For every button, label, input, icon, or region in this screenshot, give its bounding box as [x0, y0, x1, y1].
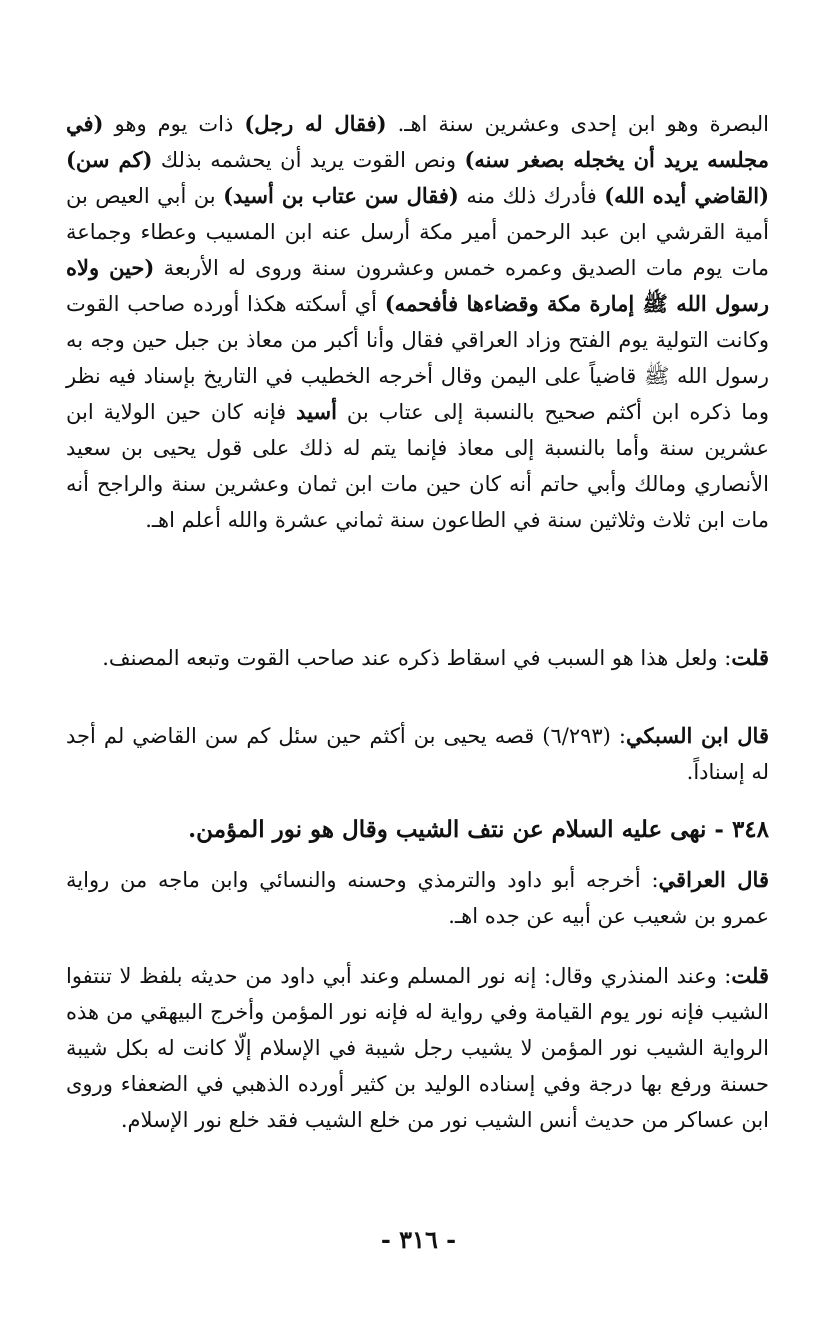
text-run: البصرة وهو ابن إحدى وعشرين سنة اهـ.: [386, 112, 769, 136]
quoted-text: (فقال له رجل): [244, 111, 387, 136]
note-label: قلت: [731, 645, 769, 670]
quoted-text: (حين ولاه رسول الله ﷺ إمارة مكة وقضاءها فأفحمه): [66, 255, 769, 316]
hadith-heading: [66, 812, 769, 848]
note-label: قال العراقي: [658, 867, 769, 892]
text-run: أي أسكته هكذا أورده صاحب القوت وكانت التولية يوم الفتح وزاد العراقي فقال وأنا أكبر من معاذ بن جبل حين وجه به رسول الله ﷺ قاضياً على اليمن وقال أخرجه الخطيب في التاريخ بإسناد فيه نظر وما ذكره ابن أكثم صحيح بالنسبة إلى عتاب بن: [66, 292, 769, 424]
text-run: بن أبي العيص بن أمية القرشي ابن عبد الرحمن أمير مكة أرسل عنه ابن المسيب وعطاء وجماعة مات يوم مات الصديق وعمره خمس وعشرون سنة وروى له الأربعة: [66, 184, 770, 280]
note-text: : ولعل هذا هو السبب في اسقاط ذكره عند صاحب القوت وتبعه المصنف.: [102, 646, 732, 670]
text-run: فأدرك ذلك منه: [458, 184, 605, 208]
page-number: - ٣١٦ -: [380, 1225, 457, 1254]
note-paragraph: [66, 640, 769, 676]
quoted-text: (كم سن): [66, 147, 153, 172]
note-text: : أخرجه أبو داود والترمذي وحسنه والنسائي وابن ماجه من رواية عمرو بن شعيب عن أبيه عن جده اهـ.: [66, 868, 769, 928]
quoted-text: أسيد: [296, 399, 337, 424]
quoted-text: (فقال سن عتاب بن أسيد): [223, 183, 459, 208]
note-text: : (٦/٢٩٣) قصه يحيى بن أكثم حين سئل كم سن القاضي لم أجد له إسناداً.: [66, 724, 769, 784]
quoted-text: (في مجلسه يريد أن يخجله بصغر سنه): [66, 111, 769, 172]
text-run: ذات يوم وهو: [103, 112, 245, 136]
hadith-text: نهى عليه السلام عن نتف الشيب وقال هو نور المؤمن.: [188, 816, 715, 843]
text-run: فإنه كان حين الولاية ابن عشرين سنة وأما بالنسبة إلى معاذ فإنما يتم له ذلك على قول يحيى بن سعيد الأنصاري ومالك وأبي حاتم أنه كان حين مات ابن ثمان وعشرين سنة والراجح أنه مات ابن ثلاث وثلاثين سنة في الطاعون سنة ثماني عشرة والله أعلم اهـ.: [66, 400, 769, 532]
note-paragraph: [66, 862, 769, 934]
note-paragraph: [66, 718, 769, 790]
text-run: ونص القوت يريد أن يحشمه بذلك: [152, 148, 465, 172]
note-paragraph: [66, 958, 769, 1138]
hadith-number: ٣٤٨ -: [714, 816, 769, 843]
quoted-text: (القاضي أيده الله): [604, 183, 770, 208]
commentary-paragraph: [66, 106, 769, 538]
note-text: : وعند المنذري وقال: إنه نور المسلم وعند أبي داود من حديثه بلفظ لا تنتفوا الشيب فإنه نور يوم القيامة وفي رواية له فإنه نور المؤمن وأخرج البيهقي من هذه الرواية الشيب نور المؤمن لا يشيب رجل شيبة في الإسلام إلّا كانت له بكل شيبة حسنة ورفع بها درجة وفي إسناده الوليد بن كثير أورده الذهبي في الضعفاء وروى ابن عساكر من حديث أنس الشيب نور من خلع الشيب فقد خلع نور الإسلام.: [66, 964, 769, 1132]
note-label: قلت: [731, 963, 769, 988]
note-label: قال ابن السبكي: [625, 723, 769, 748]
